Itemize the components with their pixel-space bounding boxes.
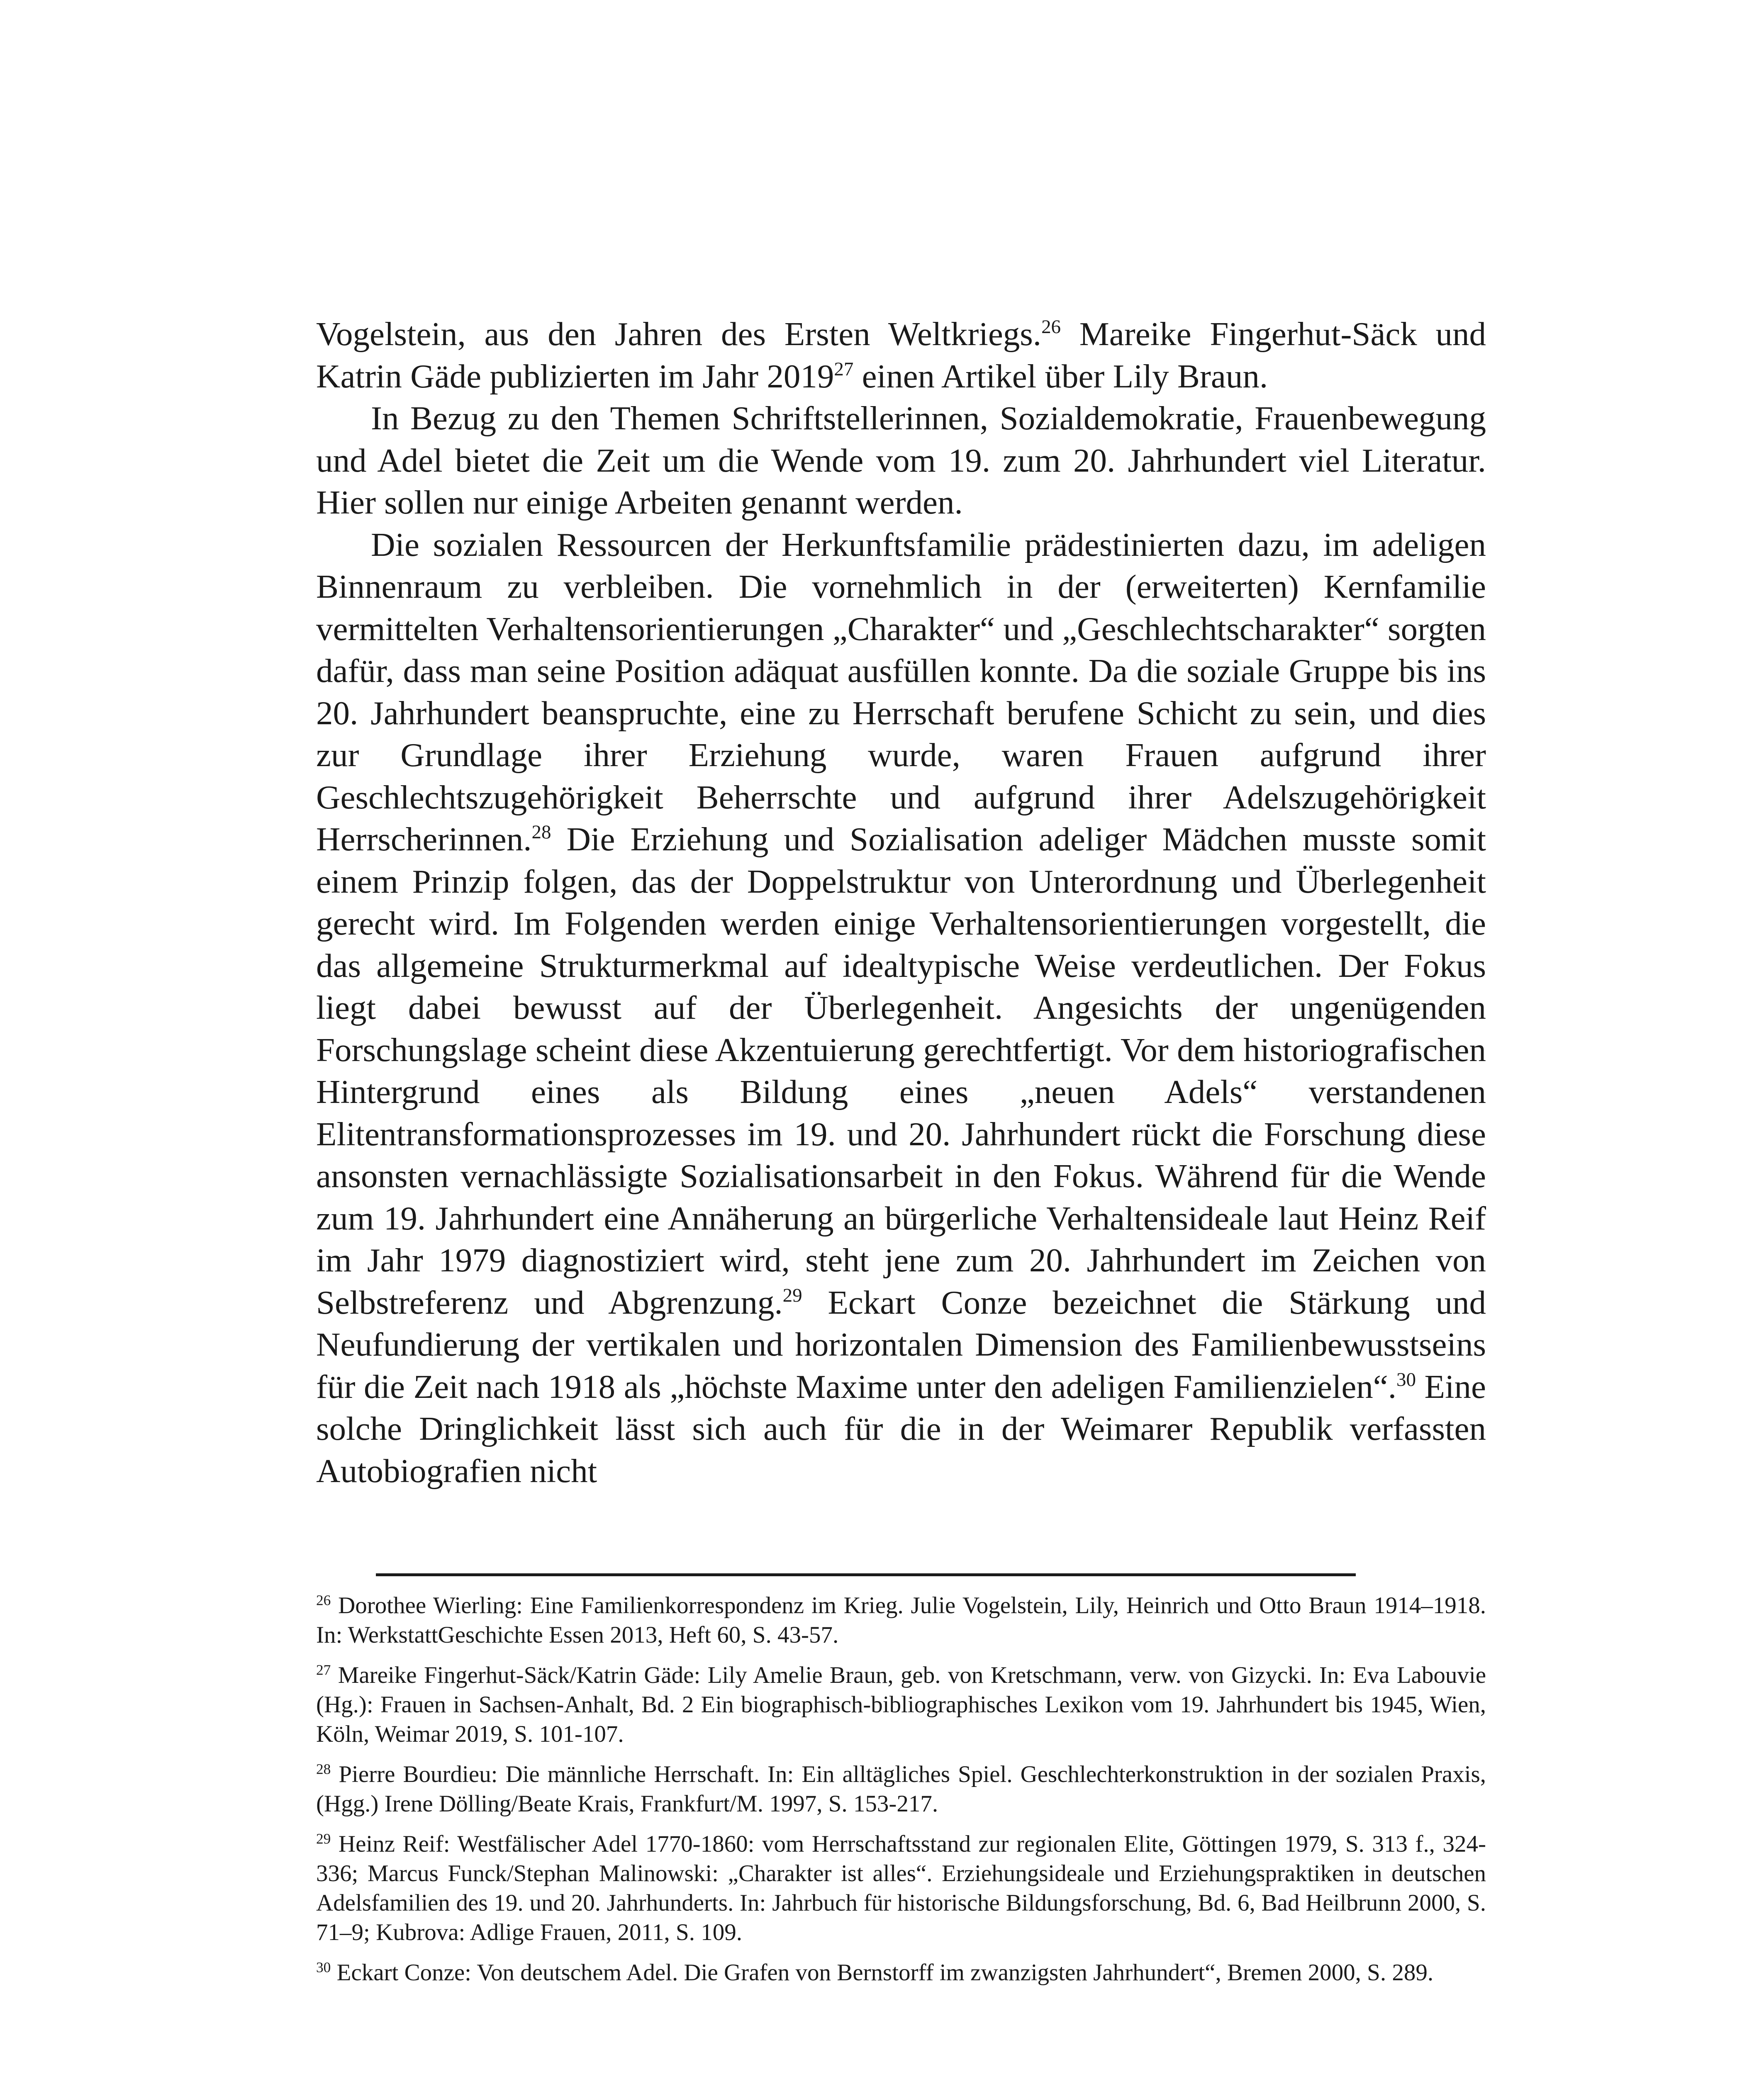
footnote-29	[316, 1829, 1486, 1947]
text-run: Vogelstein, aus den Jahren des Ersten Weltkriegs.	[316, 315, 1042, 353]
paragraph-2: In Bezug zu den Themen Schriftstellerinnen, Sozialdemokratie, Frauenbewegung und Adel bietet die Zeit um die Wende vom 19. zum 20. Jahrhundert viel Literatur. Hier sollen nur einige Arbeiten genannt werden.	[316, 399, 1486, 521]
footnote-text: Dorothee Wierling: Eine Familienkorrespondenz im Krieg. Julie Vogelstein, Lily, Heinrich und Otto Braun 1914–1918. In: WerkstattGeschichte Essen 2013, Heft 60, S. 43-57.	[316, 1592, 1486, 1648]
footnote-text: Pierre Bourdieu: Die männliche Herrschaft. In: Ein alltägliches Spiel. Geschlechterkonstruktion in der sozialen Praxis, (Hgg.) Irene Dölling/Beate Krais, Frankfurt/M. 1997, S. 153-217.	[316, 1761, 1486, 1817]
text-run: Die sozialen Ressourcen der Herkunftsfamilie prädestinierten dazu, im adeligen Binnenraum zu verbleiben. Die vornehmlich in der (erweiterten) Kernfamilie vermittelten Verhaltensorientierungen „Charakter“ und „Geschlechtscharakter“ sorgten dafür, dass man seine Position adäquat ausfüllen konnte. Da die soziale Gruppe bis ins 20. Jahrhundert beanspruchte, eine zu Herrschaft berufene Schicht zu sein, und dies zur Grundlage ihrer Erziehung wurde, waren Frauen aufgrund ihrer Geschlechtszugehörigkeit Beherrschte und aufgrund ihrer Adelszugehörigkeit Herrscherinnen.	[316, 526, 1486, 858]
footnote-ref-30[interactable]: 30	[1396, 1368, 1416, 1390]
footnote-ref-27[interactable]: 27	[834, 358, 854, 380]
text-run: Eine solche Dringlichkeit lässt sich auch für die in der Weimarer Republik verfassten Autobiografien nicht	[316, 1368, 1486, 1490]
footnote-27	[316, 1660, 1486, 1749]
footnote-number: 26	[316, 1592, 331, 1609]
footnote-text: Eckart Conze: Von deutschem Adel. Die Grafen von Bernstorff im zwanzigsten Jahrhundert“, Bremen 2000, S. 289.	[331, 1960, 1434, 1986]
text-run: Die Erziehung und Sozialisation adeliger Mädchen musste somit einem Prinzip folgen, das der Doppelstruktur von Unterordnung und Überlegenheit gerecht wird. Im Folgenden werden einige Verhaltensorientierungen vorgestellt, die das allgemeine Strukturmerkmal auf idealtypische Weise verdeutlichen. Der Fokus liegt dabei bewusst auf der Überlegenheit. Angesichts der ungenügenden Forschungslage scheint diese Akzentuierung gerechtfertigt. Vor dem historiografischen Hintergrund eines als Bildung eines „neuen Adels“ verstandenen Elitentransformationsprozesses im 19. und 20. Jahrhundert rückt die Forschung diese ansonsten vernachlässigte Sozialisationsarbeit in den Fokus. Während für die Wende zum 19. Jahrhundert eine Annäherung an bürgerliche Verhaltensideale laut Heinz Reif im Jahr 1979 diagnostiziert wird, steht jene zum 20. Jahrhundert im Zeichen von Selbstreferenz und Abgrenzung.	[316, 820, 1486, 1321]
text-run: Eckart Conze bezeichnet die Stärkung und Neufundierung der vertikalen und horizontalen Dimension des Familienbewusstseins für die Zeit nach 1918 als „höchste Maxime unter den adeligen Familienzielen“.	[316, 1283, 1486, 1405]
footnote-text: Heinz Reif: Westfälischer Adel 1770-1860: vom Herrschaftsstand zur regionalen Elite, Göttingen 1979, S. 313 f., 324-336; Marcus Funck/Stephan Malinowski: „Charakter ist alles“. Erziehungsideale und Erziehungspraktiken in deutschen Adelsfamilien des 19. und 20. Jahrhunderts. In: Jahrbuch für historische Bildungsforschung, Bd. 6, Bad Heilbrunn 2000, S. 71–9; Kubrova: Adlige Frauen, 2011, S. 109.	[316, 1831, 1486, 1945]
text-run: Mareike Fingerhut-Säck und Katrin Gäde publizierten im Jahr 2019	[316, 315, 1486, 395]
footnote-ref-26[interactable]: 26	[1041, 316, 1061, 338]
footnotes	[316, 1591, 1486, 1998]
paragraph-1	[316, 313, 1486, 397]
main-text	[316, 313, 1486, 1492]
footnote-number: 27	[316, 1662, 331, 1678]
footnote-separator	[376, 1573, 1356, 1576]
paragraph-3	[316, 524, 1486, 1492]
footnote-number: 28	[316, 1761, 331, 1777]
footnote-28	[316, 1760, 1486, 1818]
footnote-30	[316, 1958, 1486, 1987]
footnote-26	[316, 1591, 1486, 1650]
footnote-ref-29[interactable]: 29	[782, 1284, 802, 1306]
text-run: einen Artikel über Lily Braun.	[853, 357, 1268, 395]
footnote-ref-28[interactable]: 28	[531, 821, 551, 843]
footnote-number: 30	[316, 1959, 331, 1976]
footnote-number: 29	[316, 1831, 331, 1847]
footnote-text: Mareike Fingerhut-Säck/Katrin Gäde: Lily Amelie Braun, geb. von Kretschmann, verw. von Gizycki. In: Eva Labouvie (Hg.): Frauen in Sachsen-Anhalt, Bd. 2 Ein biographisch-bibliographisches Lexikon vom 19. Jahrhundert bis 1945, Wien, Köln, Weimar 2019, S. 101-107.	[316, 1662, 1486, 1747]
